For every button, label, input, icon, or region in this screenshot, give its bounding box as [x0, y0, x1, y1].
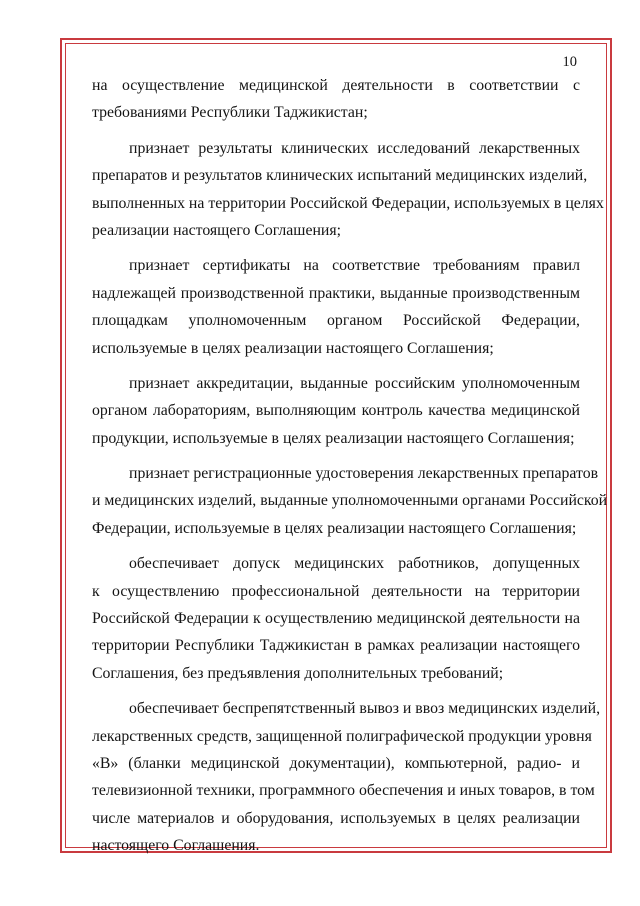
paragraph-line: органом лабораториям, выполняющим контроль качества медицинской	[92, 402, 580, 420]
paragraph-line: продукции, используемые в целях реализации настоящего Соглашения;	[92, 429, 575, 447]
paragraph-gap	[92, 542, 580, 550]
paragraph-line: настоящего Соглашения.	[92, 837, 260, 855]
paragraph-line: обеспечивает беспрепятственный вывоз и ввоз медицинских изделий,	[129, 700, 601, 718]
paragraph-gap	[92, 362, 580, 370]
paragraph	[92, 550, 580, 687]
paragraph-line: числе материалов и оборудования, используемых в целях реализации	[92, 809, 580, 827]
paragraph-line: выполненных на территории Российской Федерации, используемых в целях	[92, 194, 604, 212]
page-number: 10	[562, 54, 577, 70]
document-body	[92, 72, 608, 860]
paragraph-gap	[92, 244, 580, 252]
paragraph-line: к осуществлению профессиональной деятельности на территории	[92, 582, 580, 600]
paragraph-line: территории Республики Таджикистан в рамках реализации настоящего	[92, 637, 580, 655]
paragraph-line: «В» (бланки медицинской документации), компьютерной, радио- и	[92, 754, 580, 772]
paragraph-line: Федерации, используемые в целях реализации настоящего Соглашения;	[92, 519, 577, 537]
paragraph-line: обеспечивает допуск медицинских работников, допущенных	[129, 555, 580, 573]
paragraph-line: требованиями Республики Таджикистан;	[92, 104, 368, 122]
paragraph-gap	[92, 127, 580, 135]
paragraph-line: площадкам уполномоченным органом Российской Федерации,	[92, 312, 580, 330]
paragraph	[92, 695, 601, 859]
paragraph-line: признает сертификаты на соответствие требованиям правил	[129, 257, 580, 275]
paragraph-line: используемые в целях реализации настоящего Соглашения;	[92, 339, 494, 357]
paragraph	[92, 72, 580, 127]
paragraph	[92, 252, 580, 362]
paragraph-gap	[92, 452, 580, 460]
paragraph-line: Соглашения, без предъявления дополнительных требований;	[92, 664, 504, 682]
paragraph	[92, 460, 608, 542]
paragraph-gap	[92, 687, 580, 695]
paragraph-line: признает аккредитации, выданные российским уполномоченным	[129, 374, 580, 392]
paragraph-line: препаратов и результатов клинических испытаний медицинских изделий,	[92, 167, 588, 185]
paragraph-line: Российской Федерации к осуществлению медицинской деятельности на	[92, 610, 580, 628]
paragraph-line: лекарственных средств, защищенной полиграфической продукции уровня	[92, 727, 592, 745]
paragraph-line: признает результаты клинических исследований лекарственных	[129, 139, 580, 157]
paragraph-line: надлежащей производственной практики, выданные производственным	[92, 284, 580, 302]
paragraph-line: реализации настоящего Соглашения;	[92, 221, 342, 239]
paragraph-line: признает регистрационные удостоверения лекарственных препаратов	[129, 465, 599, 483]
paragraph	[92, 135, 604, 245]
paragraph-line: телевизионной техники, программного обеспечения и иных товаров, в том	[92, 782, 595, 800]
paragraph-line: и медицинских изделий, выданные уполномоченными органами Российской	[92, 492, 608, 510]
paragraph	[92, 370, 580, 452]
paragraph-line: на осуществление медицинской деятельности в соответствии с	[92, 77, 580, 94]
